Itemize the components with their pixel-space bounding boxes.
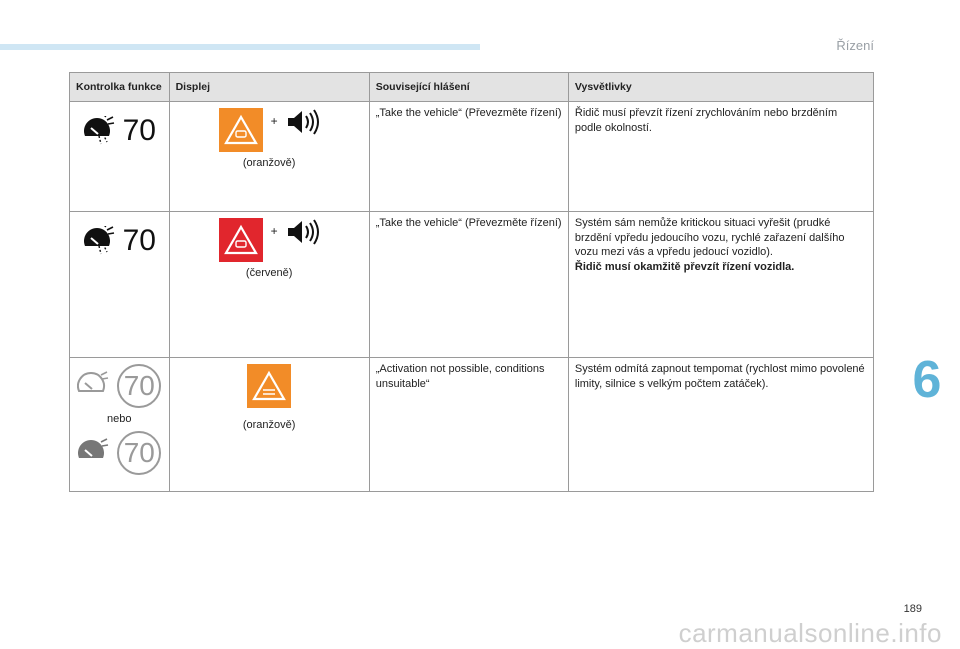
speed-setting-outline: 70 [117,364,161,408]
header-indicator: Kontrolka funkce [70,73,170,102]
plus-sign: + [270,224,278,238]
cruise-control-icon [77,438,109,468]
takeover-alert-icon [219,108,263,152]
indicator-cell [70,102,170,212]
takeover-alert-icon [219,218,263,262]
message-cell: „Take the vehicle“ (Převezměte řízení) [369,212,568,358]
display-cell [169,358,369,492]
table-header-row [70,73,874,102]
activation-impossible-icon [247,364,291,408]
speed-setting: 70 [122,113,156,147]
cruise-control-inactive-icon [77,371,109,401]
section-title: Řízení [836,38,874,53]
explanation-text: Systém sám nemůže kritickou situaci vyřešit (prudké brzdění vpředu jedoucího vozu, rychlé zařazení dalšího vozu mezi vás a vpředu jedoucí vozidlo). [574,217,845,258]
explanation-text: Systém odmítá zapnout tempomat (rychlost mimo povolené limity, silnice s velkým počtem zatáček). [574,363,865,390]
message-cell: „Take the vehicle“ (Převezměte řízení) [369,102,568,212]
table-row [70,212,874,358]
display-color-note: (červeně) [245,267,293,279]
explanation-text: Řidič musí převzít řízení zrychlováním nebo brzděním podle okolností. [574,107,838,134]
explanation-cell [568,212,873,358]
audible-alert-icon [286,108,320,136]
display-cell [169,102,369,212]
table-row [70,358,874,492]
header-explanation: Vysvětlivky [568,73,873,102]
cruise-control-icon [83,116,115,146]
message-cell: „Activation not possible, conditions unsuitable“ [369,358,568,492]
indicator-cell [70,212,170,358]
explanation-cell [568,358,873,492]
speed-setting: 70 [122,223,156,257]
or-label: nebo [107,413,132,425]
plus-sign: + [270,114,278,128]
explanation-cell [568,102,873,212]
display-cell [169,212,369,358]
display-color-note: (oranžově) [242,157,296,169]
warning-reference-table [69,72,874,492]
chapter-tab: 6 [894,334,960,426]
indicator-cell [70,358,170,492]
display-color-note: (oranžově) [242,419,296,431]
speed-setting-outline: 70 [117,431,161,475]
header-display: Displej [169,73,369,102]
header-message: Související hlášení [369,73,568,102]
cruise-control-icon [83,226,115,256]
top-accent-bar [0,44,480,50]
audible-alert-icon [286,218,320,246]
page-number: 189 [903,603,922,615]
table-row [70,102,874,212]
watermark: carmanualsonline.info [678,618,942,648]
explanation-bold-text: Řidič musí okamžitě převzít řízení vozidla. [574,260,795,273]
